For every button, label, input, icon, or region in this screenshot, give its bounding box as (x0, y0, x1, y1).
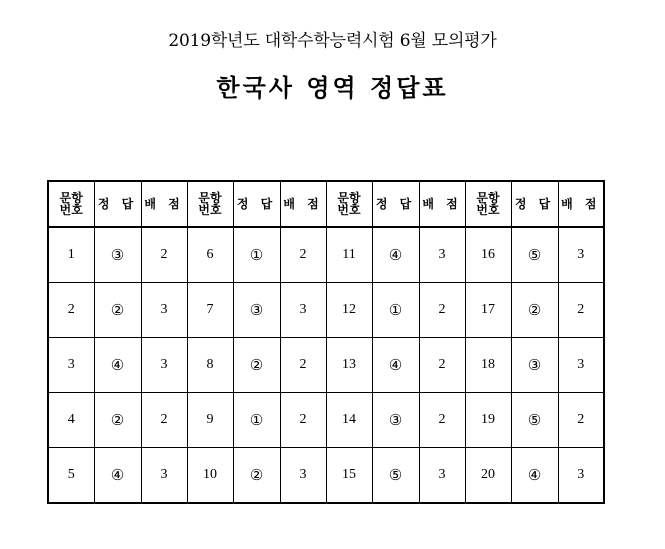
question-number: 15 (326, 448, 372, 504)
score-value: 3 (419, 448, 465, 504)
table-row (48, 393, 604, 448)
answer-value: ④ (94, 448, 141, 504)
score-value: 2 (419, 283, 465, 338)
question-number: 7 (187, 283, 233, 338)
question-number: 11 (326, 227, 372, 283)
score-value: 2 (280, 393, 326, 448)
question-number: 19 (465, 393, 511, 448)
table-row (48, 338, 604, 393)
header-score: 배 점 (419, 181, 465, 227)
question-number: 1 (48, 227, 94, 283)
answer-value: ⑤ (372, 448, 419, 504)
header-score: 배 점 (558, 181, 604, 227)
score-value: 3 (141, 448, 187, 504)
score-value: 3 (280, 448, 326, 504)
table-row (48, 283, 604, 338)
score-value: 3 (558, 227, 604, 283)
question-number: 5 (48, 448, 94, 504)
exam-subtitle: 2019학년도 대학수학능력시험 6월 모의평가 (168, 31, 497, 51)
score-value: 2 (141, 227, 187, 283)
score-value: 3 (558, 338, 604, 393)
score-value: 2 (280, 227, 326, 283)
question-number: 8 (187, 338, 233, 393)
table-row (48, 448, 604, 504)
question-number: 2 (48, 283, 94, 338)
answer-value: ④ (372, 338, 419, 393)
question-number: 20 (465, 448, 511, 504)
answer-value: ② (94, 393, 141, 448)
score-value: 2 (419, 338, 465, 393)
score-value: 2 (558, 393, 604, 448)
answer-value: ⑤ (511, 393, 558, 448)
header-answer: 정 답 (233, 181, 280, 227)
answer-value: ① (372, 283, 419, 338)
question-number: 12 (326, 283, 372, 338)
score-value: 3 (141, 283, 187, 338)
answer-value: ③ (511, 338, 558, 393)
question-number: 10 (187, 448, 233, 504)
answer-value: ③ (233, 283, 280, 338)
question-number: 4 (48, 393, 94, 448)
score-value: 3 (558, 448, 604, 504)
answer-value: ④ (511, 448, 558, 504)
score-value: 2 (141, 393, 187, 448)
page-title: 한국사 영역 정답표 (216, 73, 449, 102)
question-number: 3 (48, 338, 94, 393)
question-number: 18 (465, 338, 511, 393)
answer-table (47, 180, 605, 504)
question-number: 16 (465, 227, 511, 283)
answer-value: ④ (94, 338, 141, 393)
answer-value: ② (511, 283, 558, 338)
header-question-number: 문항번호 (465, 181, 511, 227)
score-value: 2 (280, 338, 326, 393)
header-question-number: 문항번호 (48, 181, 94, 227)
answer-value: ② (233, 338, 280, 393)
score-value: 3 (419, 227, 465, 283)
answer-value: ① (233, 227, 280, 283)
question-number: 13 (326, 338, 372, 393)
answer-value: ① (233, 393, 280, 448)
header-answer: 정 답 (511, 181, 558, 227)
answer-value: ③ (372, 393, 419, 448)
answer-value: ⑤ (511, 227, 558, 283)
header-answer: 정 답 (372, 181, 419, 227)
header-score: 배 점 (280, 181, 326, 227)
answer-value: ② (94, 283, 141, 338)
question-number: 6 (187, 227, 233, 283)
header-question-number: 문항번호 (187, 181, 233, 227)
answer-value: ② (233, 448, 280, 504)
score-value: 2 (558, 283, 604, 338)
question-number: 9 (187, 393, 233, 448)
header-score: 배 점 (141, 181, 187, 227)
score-value: 3 (141, 338, 187, 393)
header-question-number: 문항번호 (326, 181, 372, 227)
question-number: 14 (326, 393, 372, 448)
table-row (48, 227, 604, 283)
header-answer: 정 답 (94, 181, 141, 227)
question-number: 17 (465, 283, 511, 338)
answer-value: ③ (94, 227, 141, 283)
table-header-row (48, 181, 604, 227)
score-value: 3 (280, 283, 326, 338)
answer-value: ④ (372, 227, 419, 283)
score-value: 2 (419, 393, 465, 448)
